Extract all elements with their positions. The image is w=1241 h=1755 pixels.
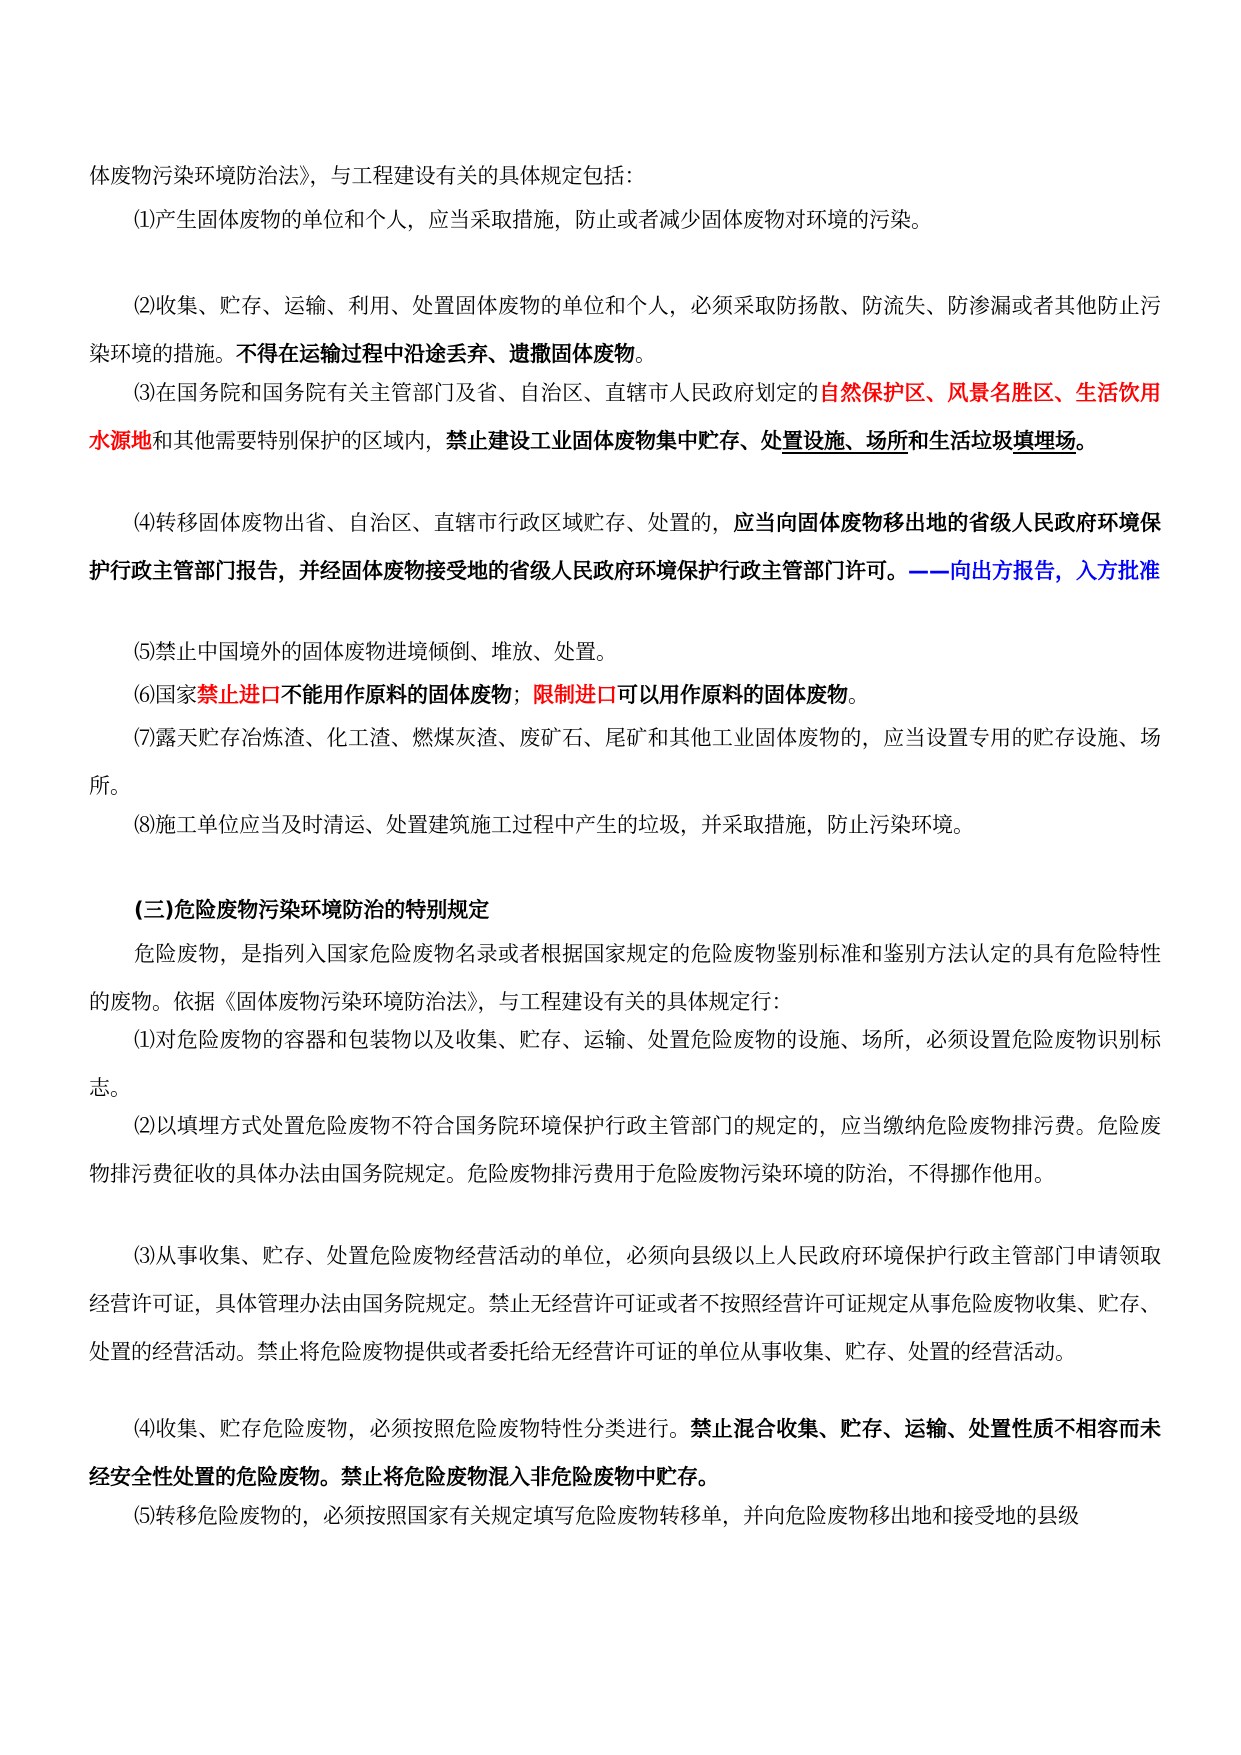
red-highlight-text: 禁止进口 xyxy=(197,683,281,707)
item-number: ⑷ xyxy=(134,1417,156,1441)
bold-text: 和生活垃圾 xyxy=(908,429,1013,453)
item-number: ⑵ xyxy=(134,1114,156,1138)
item-text: 收集、贮存危险废物，必须按照危险废物特性分类进行。 xyxy=(155,1417,691,1441)
item-text: 施工单位应当及时清运、处置建筑施工过程中产生的垃圾，并采取措施，防止污染环境。 xyxy=(155,813,974,837)
item-number: ⑵ xyxy=(134,294,156,318)
item-text: 对危险废物的容器和包装物以及收集、贮存、运输、处置危险废物的设施、场所，必须设置危险废物识别标志。 xyxy=(89,1028,1161,1100)
bold-text: 应当向固体废物移出地的省级人民政府环境保护行政主管部门报告，并经固体废物接受地的省级人民政府环境保护行政主管部门许可。 xyxy=(89,511,1162,583)
bold-text: 不能用作原料的固体废物 xyxy=(281,683,512,707)
list-item-6 xyxy=(89,671,1161,719)
blue-note-text: ——向出方报告，入方批准 xyxy=(908,559,1160,583)
list-item-2 xyxy=(89,282,1161,378)
heading-text: (三)危险废物污染环境防治的特别规定 xyxy=(134,898,490,922)
paragraph-intro xyxy=(89,152,1161,200)
list-item-5 xyxy=(89,628,1161,676)
item-number: ⑸ xyxy=(134,640,155,664)
item-number: ⑹ xyxy=(134,683,155,707)
underlined-bold-text: 填埋场 xyxy=(1013,429,1076,453)
hazard-item-1 xyxy=(89,1016,1161,1112)
bold-text: 不得在运输过程中沿途丢弃、遗撒固体废物 xyxy=(236,342,635,366)
punctuation: 。 xyxy=(1076,429,1097,453)
hazard-item-4 xyxy=(89,1405,1161,1501)
item-number: ⑴ xyxy=(134,208,155,232)
list-item-8 xyxy=(89,801,1161,849)
item-text: 从事收集、贮存、处置危险废物经营活动的单位，必须向县级以上人民政府环境保护行政主管部门申请领取经营许可证，具体管理办法由国务院规定。禁止无经营许可证或者不按照经营许可证规定从事危险废物收集、贮存、处置的经营活动。禁止将危险废物提供或者委托给无经营许可证的单位从事收集、贮存、处置的经营活动。 xyxy=(89,1244,1161,1364)
item-text: 转移危险废物的，必须按照国家有关规定填写危险废物转移单，并向危险废物移出地和接受地的县级 xyxy=(155,1504,1079,1528)
red-highlight-text: 自然保护区、风景名胜区、生活饮用水源地 xyxy=(89,381,1161,453)
paragraph-definition xyxy=(89,930,1161,1026)
bold-text: 可以用作原料的固体废物 xyxy=(617,683,848,707)
bold-text: 禁止建设工业固体废物集中贮存、处 xyxy=(446,429,782,453)
hazard-item-3 xyxy=(89,1232,1161,1376)
section-heading xyxy=(89,886,1161,934)
item-text: 禁止中国境外的固体废物进境倾倒、堆放、处置。 xyxy=(155,640,617,664)
punctuation: ； xyxy=(512,683,533,707)
item-number: ⑺ xyxy=(134,726,156,750)
item-text: 在国务院和国务院有关主管部门及省、自治区、直辖市人民政府划定的 xyxy=(155,381,819,405)
paragraph-text: 危险废物，是指列入国家危险废物名录或者根据国家规定的危险废物鉴别标准和鉴别方法认定的具有危险特性的废物。依据《固体废物污染环境防治法》，与工程建设有关的具体规定行： xyxy=(89,942,1161,1014)
item-text: 和其他需要特别保护的区域内， xyxy=(152,429,446,453)
hazard-item-2 xyxy=(89,1102,1161,1198)
item-text: 转移固体废物出省、自治区、直辖市行政区域贮存、处置的， xyxy=(155,511,734,535)
paragraph-text: 体废物污染环境防治法》，与工程建设有关的具体规定包括： xyxy=(89,164,646,188)
item-text: 国家 xyxy=(155,683,197,707)
item-number: ⑷ xyxy=(134,511,156,535)
item-number: ⑶ xyxy=(134,1244,156,1268)
bold-text: 禁止混合收集、贮存、运输、处置性质不相容而未经安全性处置的危险废物。禁止将危险废物混入非危险废物中贮存。 xyxy=(89,1417,1162,1489)
item-text: 露天贮存冶炼渣、化工渣、燃煤灰渣、废矿石、尾矿和其他工业固体废物的，应当设置专用的贮存设施、场所。 xyxy=(89,726,1161,798)
list-item-1 xyxy=(89,196,1161,244)
punctuation: 。 xyxy=(635,342,656,366)
punctuation: 。 xyxy=(848,683,869,707)
list-item-7 xyxy=(89,714,1161,810)
item-text: 以填埋方式处置危险废物不符合国务院环境保护行政主管部门的规定的，应当缴纳危险废物排污费。危险废物排污费征收的具体办法由国务院规定。危险废物排污费用于危险废物污染环境的防治，不得挪作他用。 xyxy=(89,1114,1161,1186)
list-item-3 xyxy=(89,369,1161,465)
item-text: 收集、贮存、运输、利用、处置固体废物的单位和个人，必须采取防扬散、防流失、防渗漏或者其他防止污染环境的措施。 xyxy=(89,294,1161,366)
hazard-item-5 xyxy=(89,1492,1161,1540)
item-number: ⑻ xyxy=(134,813,155,837)
underlined-bold-text: 置设施、场所 xyxy=(782,429,908,453)
red-highlight-text: 限制进口 xyxy=(533,683,617,707)
item-number: ⑶ xyxy=(134,381,156,405)
item-number: ⑸ xyxy=(134,1504,155,1528)
list-item-4 xyxy=(89,499,1161,595)
item-number: ⑴ xyxy=(134,1028,156,1052)
item-text: 产生固体废物的单位和个人，应当采取措施，防止或者减少固体废物对环境的污染。 xyxy=(155,208,932,232)
